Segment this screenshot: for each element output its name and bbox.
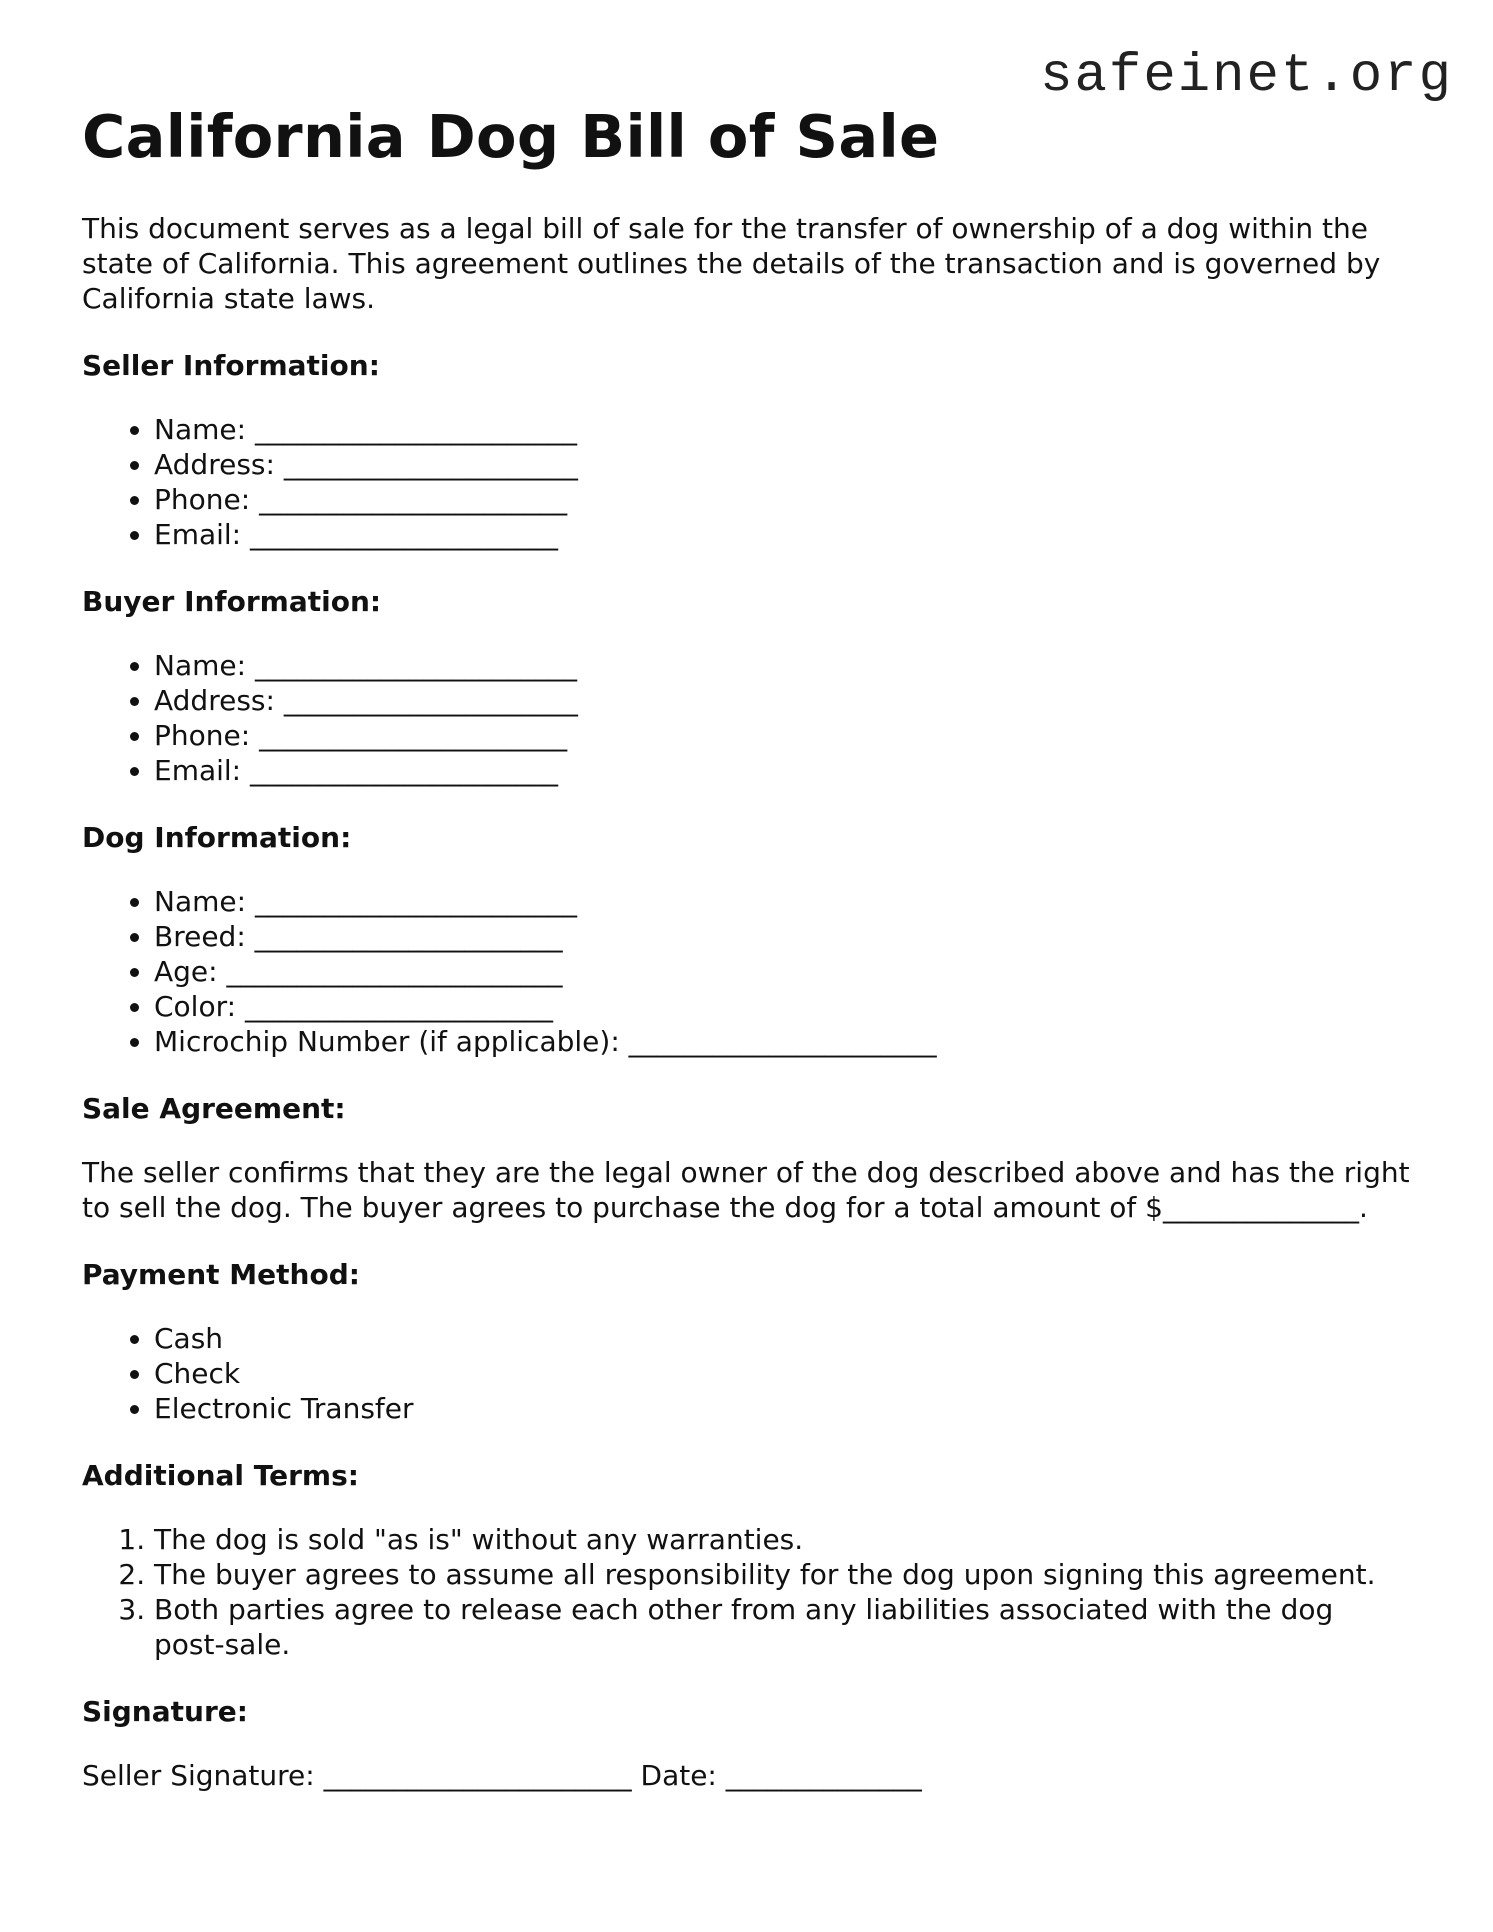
dog-age-field: • Age: ________________________ [154, 954, 1412, 989]
payment-option-check: • Check [154, 1356, 1412, 1391]
payment-heading: Payment Method: [82, 1257, 360, 1291]
dog-fields-list [82, 884, 1412, 1059]
term-item: 1. The dog is sold "as is" without any warranties. [154, 1522, 1412, 1557]
buyer-fields-list [82, 648, 1412, 788]
watermark: safeinet.org [1040, 46, 1453, 107]
seller-email-field: • Email: ______________________ [154, 517, 1412, 552]
seller-signature-line: Seller Signature: ______________________ Date: ______________ [82, 1758, 922, 1792]
seller-address-field: • Address: _____________________ [154, 447, 1412, 482]
term-item: 3. Both parties agree to release each other from any liabilities associated with the dog post-sale. [154, 1592, 1412, 1662]
seller-heading: Seller Information: [82, 348, 380, 382]
buyer-email-field: • Email: ______________________ [154, 753, 1412, 788]
dog-color-field: • Color: ______________________ [154, 989, 1412, 1024]
document-title: California Dog Bill of Sale [82, 102, 940, 171]
document-page [82, 102, 1412, 1793]
signature-heading: Signature: [82, 1694, 248, 1728]
terms-heading: Additional Terms: [82, 1458, 359, 1492]
sale-paragraph: The seller confirms that they are the legal owner of the dog described above and has the right to sell the dog. The buyer agrees to purchase the dog for a total amount of $______________. [82, 1155, 1410, 1224]
payment-option-cash: • Cash [154, 1321, 1412, 1356]
sale-heading: Sale Agreement: [82, 1091, 346, 1125]
dog-name-field: • Name: _______________________ [154, 884, 1412, 919]
seller-fields-list [82, 412, 1412, 552]
dog-breed-field: • Breed: ______________________ [154, 919, 1412, 954]
payment-options-list [82, 1321, 1412, 1426]
buyer-name-field: • Name: _______________________ [154, 648, 1412, 683]
term-item: 2. The buyer agrees to assume all responsibility for the dog upon signing this agreement. [154, 1557, 1412, 1592]
seller-phone-field: • Phone: ______________________ [154, 482, 1412, 517]
buyer-phone-field: • Phone: ______________________ [154, 718, 1412, 753]
dog-heading: Dog Information: [82, 820, 352, 854]
seller-name-field: • Name: _______________________ [154, 412, 1412, 447]
intro-paragraph: This document serves as a legal bill of sale for the transfer of ownership of a dog within the state of California. This agreement outlines the details of the transaction and is governed by California state laws. [82, 211, 1381, 315]
dog-microchip-field: • Microchip Number (if applicable): ______________________ [154, 1024, 1412, 1059]
terms-list [82, 1522, 1412, 1662]
payment-option-electronic: • Electronic Transfer [154, 1391, 1412, 1426]
buyer-address-field: • Address: _____________________ [154, 683, 1412, 718]
buyer-heading: Buyer Information: [82, 584, 382, 618]
